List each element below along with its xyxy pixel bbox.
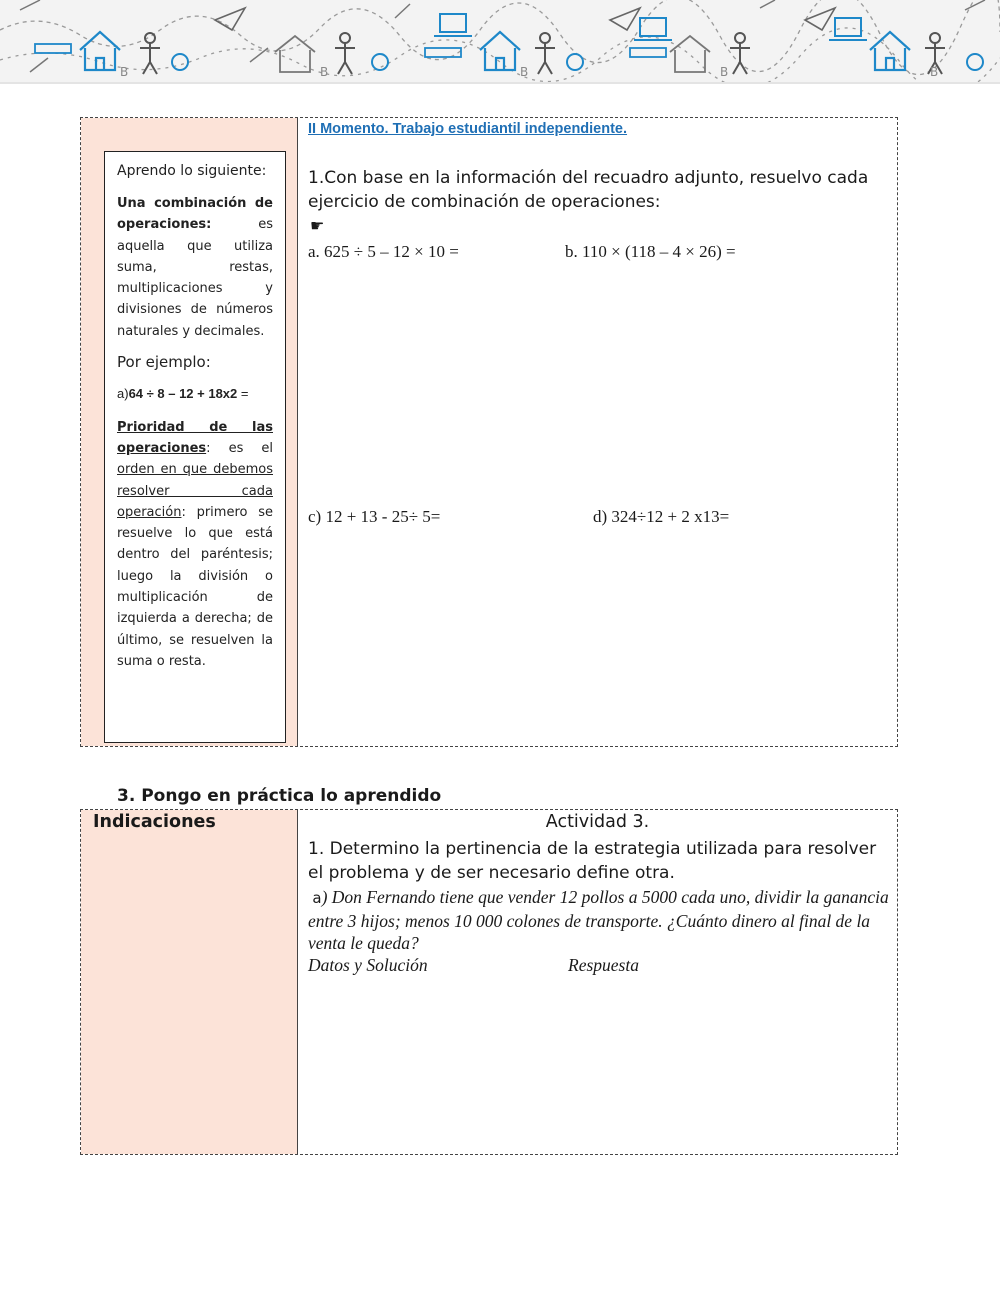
priority-colon: : es el	[206, 440, 273, 456]
svg-text:B: B	[720, 65, 729, 79]
indications-column	[81, 810, 298, 1154]
svg-text:B: B	[520, 65, 529, 79]
activity-column	[298, 810, 897, 1154]
answer-label: Respuesta	[568, 955, 639, 975]
theory-box	[104, 151, 286, 743]
theory-heading: Aprendo lo siguiente:	[117, 163, 267, 179]
exercise-instruction: 1.Con base en la información del recuadro adjunto, resuelvo cada ejercicio de combinación de operaciones:	[308, 168, 869, 212]
airplane-icon	[215, 8, 835, 30]
decorative-banner	[0, 0, 1000, 84]
example-formula: 64 ÷ 8 – 12 + 18x2	[128, 386, 238, 402]
priority-rest-text: : primero se resuelve lo que está dentro del paréntesis; luego la división o multiplicación de izquierda a derecha; de último, se resuelven la suma o resta.	[117, 504, 273, 669]
indications-label: Indicaciones	[93, 812, 216, 832]
priority-term: Prioridad de las operaciones	[117, 419, 273, 456]
exercise-c: c) 12 + 13 - 25÷ 5=	[308, 507, 441, 526]
exercise-d: d) 324÷12 + 2 x13=	[593, 507, 730, 526]
priority-paragraph	[117, 417, 273, 673]
example-prefix: a)	[117, 386, 129, 402]
doodle-pattern	[0, 0, 1000, 82]
example-expression	[117, 383, 273, 404]
exercise-a: a. 625 ÷ 5 – 12 × 10 =	[308, 242, 459, 261]
priority-order-text: orden en que debemos resolver cada operación	[117, 462, 273, 520]
svg-text:B: B	[320, 65, 329, 79]
laptop-icon	[434, 14, 867, 40]
practice-box	[80, 809, 898, 1155]
exercise-column	[298, 118, 897, 746]
svg-text:B: B	[930, 65, 939, 79]
theory-column	[81, 118, 298, 746]
problem-text: ) Don Fernando tiene que vender 12 pollos a 5000 cada uno, dividir la ganancia entre 3 hijos; menos 10 000 colones de transporte. ¿Cuánto dinero al final de la venta le queda?	[308, 887, 889, 953]
momento-two-box	[80, 117, 898, 747]
letters-doodle	[120, 65, 938, 79]
exercise-b: b. 110 × (118 – 4 × 26) =	[565, 242, 736, 261]
definition-text: es aquella que utiliza suma, restas, multiplicaciones y divisiones de números naturales y decimales.	[117, 217, 273, 339]
example-label: Por ejemplo:	[117, 353, 211, 372]
example-equals: =	[237, 386, 249, 402]
data-solution-label: Datos y Solución	[308, 955, 428, 975]
definition-term: Una combinación de operaciones:	[117, 196, 273, 233]
definition-paragraph	[117, 193, 273, 342]
house-icon	[670, 36, 710, 72]
section-three-title: 3. Pongo en práctica lo aprendido	[117, 786, 442, 806]
moment-title: II Momento. Trabajo estudiantil independiente.	[308, 121, 628, 137]
word-problem	[308, 886, 893, 955]
pointing-hand-icon: ☛	[310, 216, 325, 235]
house-icon	[480, 32, 520, 70]
globe-icon	[172, 54, 983, 70]
activity-title: Actividad 3.	[545, 812, 650, 832]
problem-prefix: a	[312, 889, 322, 907]
activity-instruction: 1. Determino la pertinencia de la estrategia utilizada para resolver el problema y de ser necesario define otra.	[308, 839, 877, 883]
house-icon	[275, 36, 315, 72]
svg-text:B: B	[120, 65, 129, 79]
house-icon	[80, 32, 120, 70]
